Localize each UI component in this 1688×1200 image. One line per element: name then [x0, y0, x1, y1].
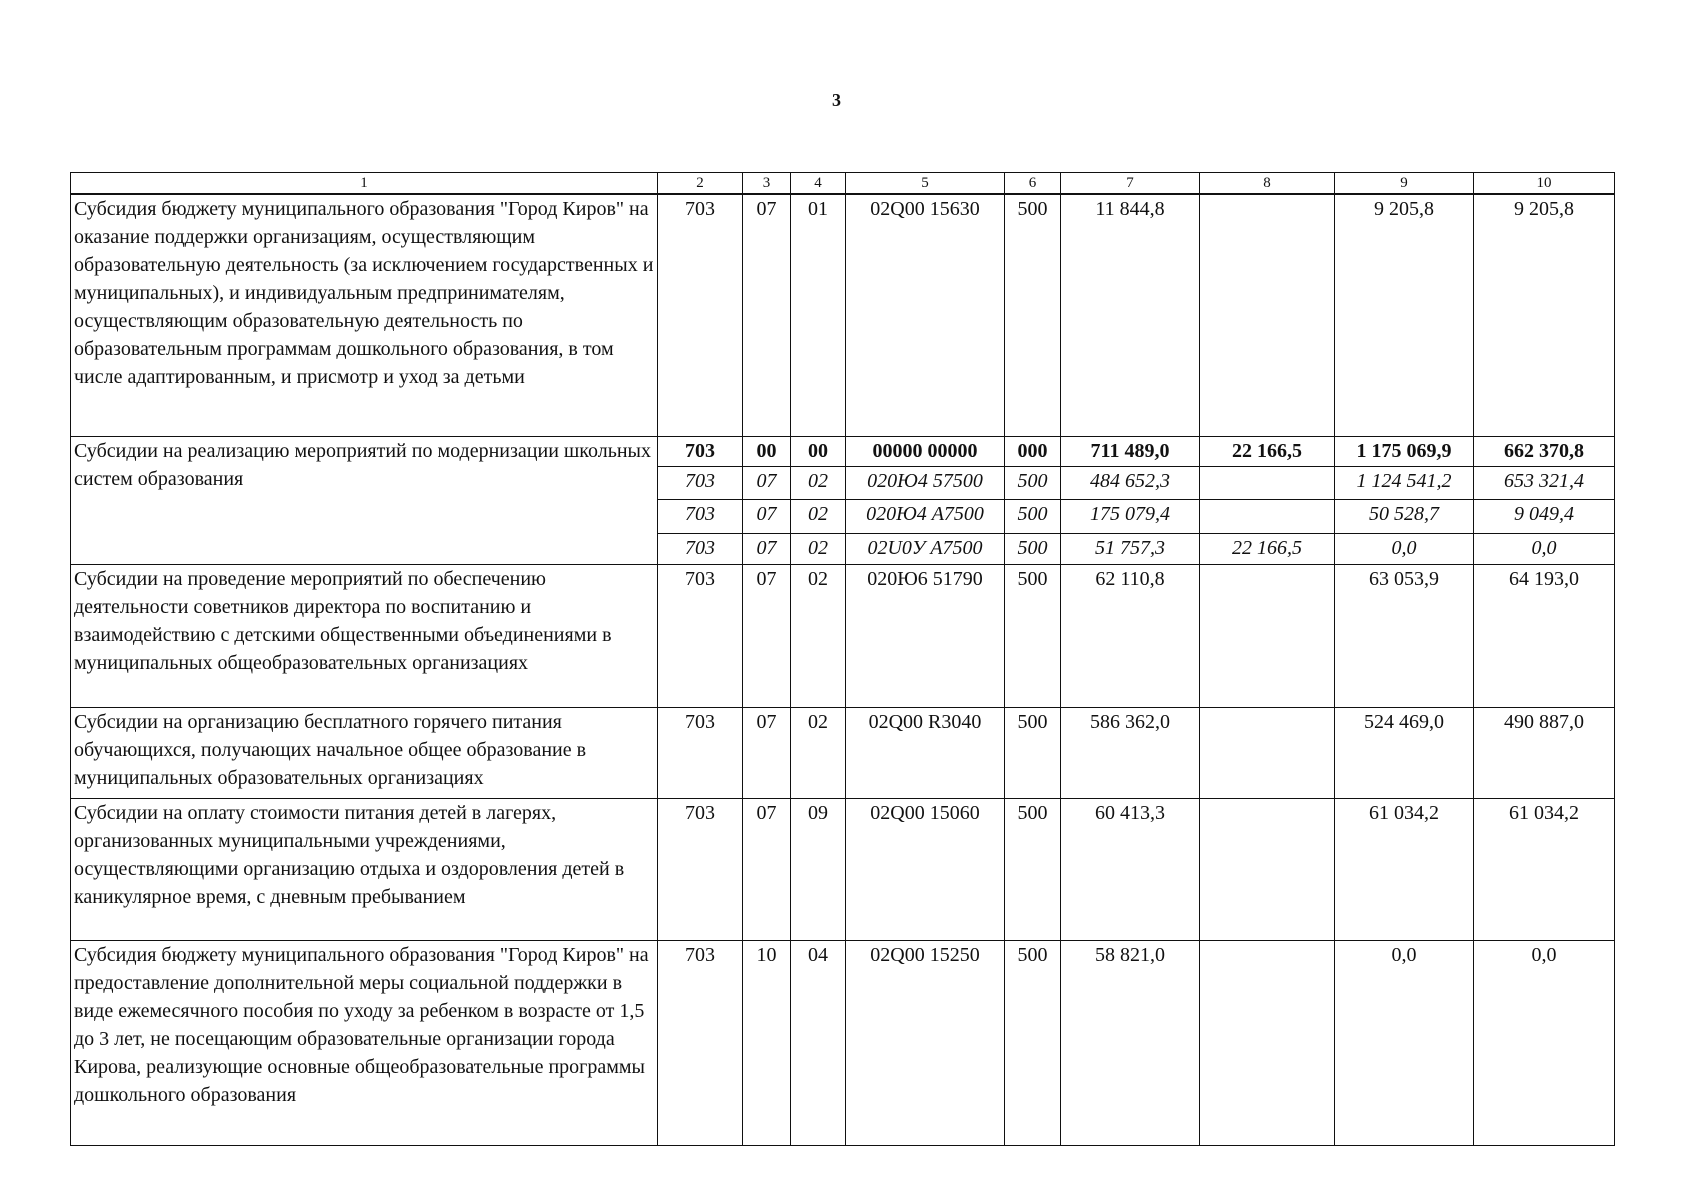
cell-c5: 02Q00 15250: [846, 940, 1005, 1145]
column-number: 5: [846, 173, 1005, 195]
cell-c3: 07: [743, 564, 791, 707]
cell-c2: 703: [658, 707, 743, 798]
cell-c7: 60 413,3: [1061, 798, 1200, 940]
cell-c4: 00: [791, 436, 846, 466]
cell-c9: 1 175 069,9: [1335, 436, 1474, 466]
cell-c2: 703: [658, 533, 743, 564]
column-number: 10: [1474, 173, 1615, 195]
cell-c6: 000: [1005, 436, 1061, 466]
cell-c9: 50 528,7: [1335, 499, 1474, 533]
cell-c7: 62 110,8: [1061, 564, 1200, 707]
cell-c6: 500: [1005, 533, 1061, 564]
cell-c3: 07: [743, 707, 791, 798]
cell-c2: 703: [658, 466, 743, 499]
row-description: Субсидии на оплату стоимости питания детей в лагерях, организованных муниципальными учреждениями, осуществляющими организацию отдыха и оздоровления детей в каникулярное время, с дневным пребыванием: [71, 798, 658, 940]
column-number-row: [71, 173, 1615, 195]
table-row: [71, 436, 1615, 466]
cell-c9: 0,0: [1335, 940, 1474, 1145]
cell-c6: 500: [1005, 194, 1061, 436]
cell-c4: 04: [791, 940, 846, 1145]
cell-c6: 500: [1005, 564, 1061, 707]
table-row: [71, 940, 1615, 1145]
cell-c6: 500: [1005, 798, 1061, 940]
cell-c8: 22 166,5: [1200, 436, 1335, 466]
cell-c5: 02Q00 R3040: [846, 707, 1005, 798]
cell-c4: 02: [791, 533, 846, 564]
column-number: 7: [1061, 173, 1200, 195]
cell-c7: 11 844,8: [1061, 194, 1200, 436]
cell-c2: 703: [658, 436, 743, 466]
cell-c6: 500: [1005, 707, 1061, 798]
cell-c8: 22 166,5: [1200, 533, 1335, 564]
cell-c3: 07: [743, 466, 791, 499]
cell-c6: 500: [1005, 499, 1061, 533]
column-number: 1: [71, 173, 658, 195]
cell-c8: [1200, 466, 1335, 499]
cell-c10: 490 887,0: [1474, 707, 1615, 798]
cell-c7: 58 821,0: [1061, 940, 1200, 1145]
cell-c10: 0,0: [1474, 533, 1615, 564]
cell-c5: 00000 00000: [846, 436, 1005, 466]
cell-c8: [1200, 564, 1335, 707]
cell-c3: 07: [743, 798, 791, 940]
cell-c10: 9 049,4: [1474, 499, 1615, 533]
cell-c10: 662 370,8: [1474, 436, 1615, 466]
cell-c9: 0,0: [1335, 533, 1474, 564]
cell-c8: [1200, 194, 1335, 436]
column-number: 2: [658, 173, 743, 195]
cell-c4: 09: [791, 798, 846, 940]
cell-c9: 61 034,2: [1335, 798, 1474, 940]
cell-c7: 484 652,3: [1061, 466, 1200, 499]
cell-c7: 51 757,3: [1061, 533, 1200, 564]
column-number: 3: [743, 173, 791, 195]
cell-c3: 00: [743, 436, 791, 466]
cell-c5: 020Ю4 57500: [846, 466, 1005, 499]
budget-table: [70, 172, 1615, 1146]
cell-c5: 020Ю6 51790: [846, 564, 1005, 707]
cell-c3: 07: [743, 533, 791, 564]
cell-c8: [1200, 499, 1335, 533]
cell-c5: 02U0У A7500: [846, 533, 1005, 564]
column-number: 6: [1005, 173, 1061, 195]
cell-c3: 07: [743, 499, 791, 533]
cell-c7: 586 362,0: [1061, 707, 1200, 798]
cell-c9: 1 124 541,2: [1335, 466, 1474, 499]
cell-c2: 703: [658, 798, 743, 940]
cell-c4: 02: [791, 707, 846, 798]
cell-c4: 01: [791, 194, 846, 436]
cell-c5: 020Ю4 A7500: [846, 499, 1005, 533]
page-number: 3: [832, 90, 841, 110]
cell-c6: 500: [1005, 940, 1061, 1145]
row-description: Субсидии на организацию бесплатного горячего питания обучающихся, получающих начальное общее образование в муниципальных образовательных организациях: [71, 707, 658, 798]
cell-c10: 9 205,8: [1474, 194, 1615, 436]
cell-c8: [1200, 707, 1335, 798]
row-description: Субсидии на проведение мероприятий по обеспечению деятельности советников директора по воспитанию и взаимодействию с детскими общественными объединениями в муниципальных общеобразовательных организациях: [71, 564, 658, 707]
table-row: [71, 707, 1615, 798]
cell-c3: 10: [743, 940, 791, 1145]
cell-c4: 02: [791, 499, 846, 533]
cell-c7: 711 489,0: [1061, 436, 1200, 466]
cell-c8: [1200, 940, 1335, 1145]
cell-c4: 02: [791, 564, 846, 707]
row-description: Субсидии на реализацию мероприятий по модернизации школьных систем образования: [71, 436, 658, 564]
cell-c9: 524 469,0: [1335, 707, 1474, 798]
cell-c2: 703: [658, 564, 743, 707]
row-description: Субсидия бюджету муниципального образования "Город Киров" на оказание поддержки организациям, осуществляющим образовательную деятельность (за исключением государственных и муниципальных), и индивидуальным предпринимателям, осуществляющим образовательную деятельность по образовательным программам дошкольного образования, в том числе адаптированным, и присмотр и уход за детьми: [71, 194, 658, 436]
cell-c5: 02Q00 15630: [846, 194, 1005, 436]
cell-c6: 500: [1005, 466, 1061, 499]
column-number: 4: [791, 173, 846, 195]
column-number: 8: [1200, 173, 1335, 195]
cell-c10: 64 193,0: [1474, 564, 1615, 707]
table-row: [71, 798, 1615, 940]
cell-c2: 703: [658, 499, 743, 533]
cell-c4: 02: [791, 466, 846, 499]
table-row: [71, 194, 1615, 436]
cell-c2: 703: [658, 194, 743, 436]
column-number: 9: [1335, 173, 1474, 195]
cell-c7: 175 079,4: [1061, 499, 1200, 533]
cell-c10: 0,0: [1474, 940, 1615, 1145]
cell-c5: 02Q00 15060: [846, 798, 1005, 940]
cell-c9: 63 053,9: [1335, 564, 1474, 707]
cell-c9: 9 205,8: [1335, 194, 1474, 436]
cell-c3: 07: [743, 194, 791, 436]
table-row: [71, 564, 1615, 707]
cell-c10: 653 321,4: [1474, 466, 1615, 499]
cell-c10: 61 034,2: [1474, 798, 1615, 940]
cell-c8: [1200, 798, 1335, 940]
row-description: Субсидия бюджету муниципального образования "Город Киров" на предоставление дополнительной меры социальной поддержки в виде ежемесячного пособия по уходу за ребенком в возрасте от 1,5 до 3 лет, не посещающим образовательные организации города Кирова, реализующие основные общеобразовательные программы дошкольного образования: [71, 940, 658, 1145]
cell-c2: 703: [658, 940, 743, 1145]
